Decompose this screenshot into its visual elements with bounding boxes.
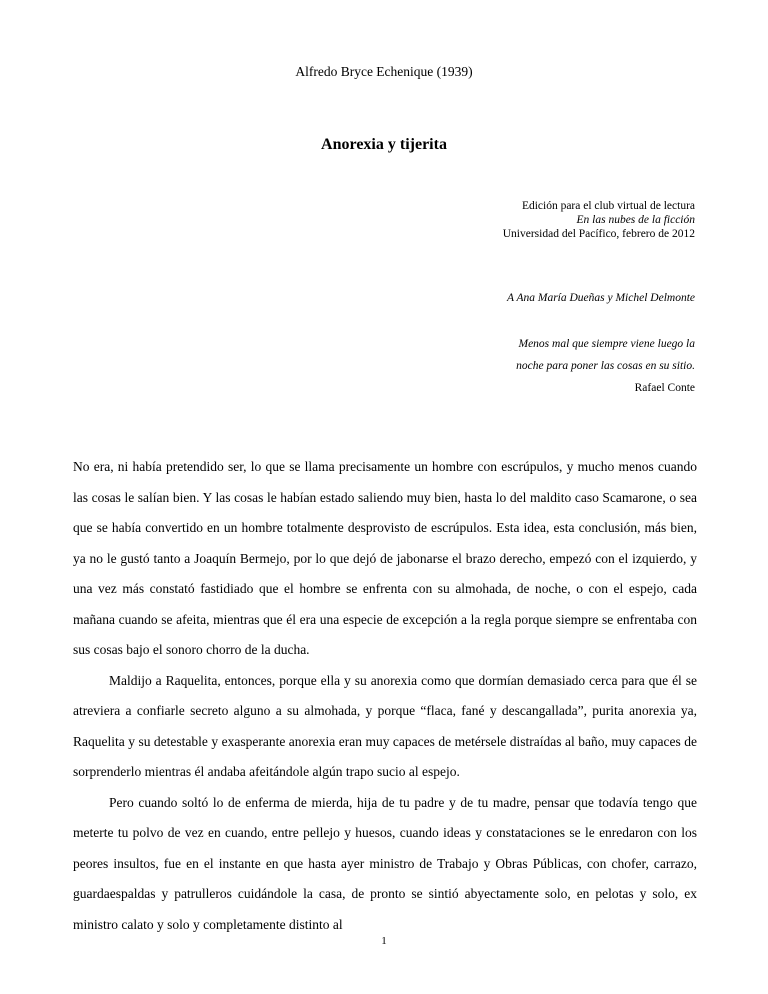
dedication: A Ana María Dueñas y Michel Delmonte: [506, 292, 695, 304]
edition-line-club: Edición para el club virtual de lectura: [521, 200, 695, 212]
edition-note: [503, 199, 695, 241]
epigraph-line-2: noche para poner las cosas en su sitio.: [516, 360, 695, 372]
edition-line-university: Universidad del Pacífico, febrero de 2012: [502, 228, 695, 240]
body-paragraph-2: Maldijo a Raquelita, entonces, porque ella y su anorexia como que dormían demasiado cerca para que él se atreviera a confiarle secreto alguno a su almohada, y porque “flaca, fané y descangallada”, purita anorexia ya, Raquelita y su detestable y exasperante anorexia eran muy capaces de metérsele distraídas al baño, muy capaces de sorprenderlo mientras él andaba afeitándole algún trapo sucio al espejo.: [73, 672, 697, 779]
author-line: Alfredo Bryce Echenique (1939): [295, 64, 473, 79]
page-number: 1: [381, 935, 387, 947]
edition-line-series: En las nubes de la ficción: [576, 214, 695, 226]
body-paragraph-3: Pero cuando soltó lo de enferma de mierda, hija de tu padre y de tu madre, pensar que todavía tengo que meterte tu polvo de vez en cuando, entre pellejo y huesos, cuando ideas y constataciones se le enredaron con los peores insultos, fue en el instante en que hasta ayer ministro de Trabajo y Obras Públicas, con chofer, carrazo, guardaespaldas y patrulleros cuidándole la casa, de pronto se sintió abyectamente solo, en pelotas y solo, ex ministro calato y solo y completamente distinto al: [73, 794, 697, 932]
body-paragraph-1: No era, ni había pretendido ser, lo que se llama precisamente un hombre con escrúpulos, y mucho menos cuando las cosas le salían bien. Y las cosas le habían estado saliendo muy bien, hasta lo del maldito caso Scamarone, o sea que se había convertido en un hombre totalmente desprovisto de escrúpulos. Esta idea, esta conclusión, más bien, ya no le gustó tanto a Joaquín Bermejo, por lo que dejó de jabonarse el brazo derecho, empezó con el izquierdo, y una vez más constató fastidiado que el hombre se enfrenta con su almohada, de noche, o con el espejo, cada mañana cuando se afeita, mientras que él era una especie de excepción a la regla porque siempre se enfrentaba con sus cosas bajo el sonoro chorro de la ducha.: [73, 459, 697, 657]
story-body: [73, 452, 697, 940]
epigraph: [516, 333, 695, 399]
story-title: Anorexia y tijerita: [321, 136, 447, 153]
epigraph-line-1: Menos mal que siempre viene luego la: [518, 338, 695, 350]
epigraph-attribution: Rafael Conte: [634, 382, 695, 394]
